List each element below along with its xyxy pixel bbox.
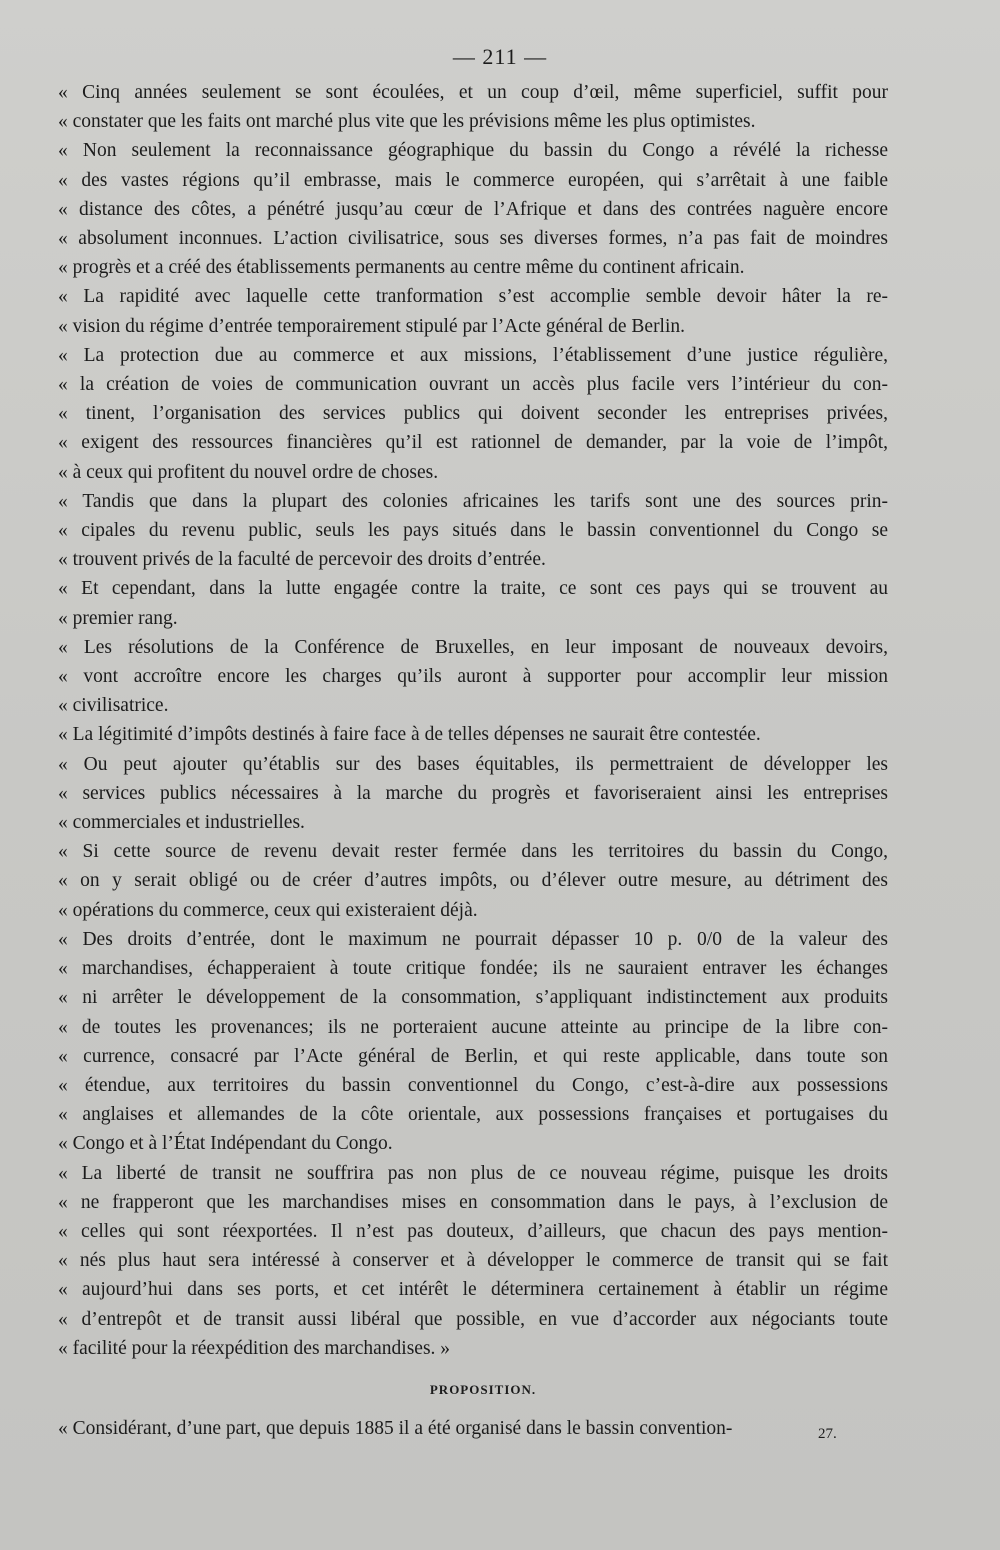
text-line: « Les résolutions de la Conférence de Bruxelles, en leur imposant de nouveaux devoirs,: [58, 636, 888, 658]
text-line: « commerciales et industrielles.: [58, 812, 305, 834]
paragraph: [58, 1414, 888, 1443]
text-line: « constater que les faits ont marché plus vite que les prévisions même les plus optimistes.: [58, 111, 756, 133]
text-line: « services publics nécessaires à la marche du progrès et favoriseraient ainsi les entreprises: [58, 782, 888, 804]
paragraph-list: [58, 78, 888, 1363]
text-line: « La liberté de transit ne souffrira pas non plus de ce nouveau régime, puisque les droits: [58, 1162, 888, 1184]
text-line: « Des droits d’entrée, dont le maximum ne pourrait dépasser 10 p. 0/0 de la valeur des: [58, 928, 888, 950]
text-line: « facilité pour la réexpédition des marchandises. »: [58, 1337, 451, 1359]
text-line: « Congo et à l’État Indépendant du Congo.: [58, 1133, 393, 1155]
text-line: « opérations du commerce, ceux qui existeraient déjà.: [58, 899, 478, 921]
text-line: « vision du régime d’entrée temporairement stipulé par l’Acte général de Berlin.: [58, 315, 686, 337]
text-line: « étendue, aux territoires du bassin conventionnel du Congo, c’est-à-dire aux possessions: [58, 1074, 888, 1096]
paragraph: [58, 282, 888, 340]
body-text: [58, 78, 888, 1443]
text-line: « des vastes régions qu’il embrasse, mais le commerce européen, qui s’arrêtait à une faible: [58, 169, 888, 191]
text-line: « anglaises et allemandes de la côte orientale, aux possessions françaises et portugaises du: [58, 1104, 888, 1126]
text-line: « distance des côtes, a pénétré jusqu’au cœur de l’Afrique et dans des contrées naguère encore: [58, 198, 888, 220]
text-line: « celles qui sont réexportées. Il n’est pas douteux, d’ailleurs, que chacun des pays mention-: [58, 1220, 888, 1242]
paragraph: [58, 1159, 888, 1363]
text-line: « La rapidité avec laquelle cette tranformation s’est accomplie semble devoir hâter la re-: [58, 286, 888, 308]
text-line: « d’entrepôt et de transit aussi libéral que possible, en vue d’accorder aux négociants toute: [58, 1308, 888, 1330]
text-line: « Ou peut ajouter qu’établis sur des bases équitables, ils permettraient de développer les: [58, 753, 888, 775]
text-line: « Cinq années seulement se sont écoulées, et un coup d’œil, même superficiel, suffit pour: [58, 82, 888, 103]
text-line: « La légitimité d’impôts destinés à faire face à de telles dépenses ne saurait être contestée.: [58, 724, 761, 746]
text-line: « Considérant, d’une part, que depuis 1885 il a été organisé dans le bassin convention-: [58, 1418, 733, 1440]
text-line: « cipales du revenu public, seuls les pays situés dans le bassin conventionnel du Congo se: [58, 520, 888, 542]
text-line: « nés plus haut sera intéressé à conserver et à développer le commerce de transit qui se fait: [58, 1250, 888, 1272]
paragraph: [58, 633, 888, 721]
text-line: « premier rang.: [58, 607, 178, 629]
text-line: « civilisatrice.: [58, 695, 169, 717]
text-line: « on y serait obligé ou de créer d’autres impôts, ou d’élever outre mesure, au détriment des: [58, 870, 888, 892]
paragraph: [58, 78, 888, 136]
text-line: « absolument inconnues. L’action civilisatrice, sous ses diverses formes, n’a pas fait de moindres: [58, 228, 888, 250]
text-line: « à ceux qui profitent du nouvel ordre de choses.: [58, 461, 439, 483]
text-line: « currence, consacré par l’Acte général de Berlin, et qui reste applicable, dans toute son: [58, 1045, 888, 1067]
text-line: « Tandis que dans la plupart des colonies africaines les tarifs sont une des sources prin-: [58, 490, 888, 512]
paragraph: [58, 750, 888, 838]
text-line: « vont accroître encore les charges qu’ils auront à supporter pour accomplir leur mission: [58, 666, 888, 688]
text-line: « la création de voies de communication ouvrant un accès plus facile vers l’intérieur du con-: [58, 374, 888, 396]
text-line: « La protection due au commerce et aux missions, l’établissement d’une justice régulière,: [58, 344, 888, 366]
paragraph: [58, 720, 888, 749]
paragraph: [58, 136, 888, 282]
signature-mark: 27.: [818, 1426, 837, 1442]
text-line: « progrès et a créé des établissements permanents au centre même du continent africain.: [58, 257, 745, 279]
text-line: « Non seulement la reconnaissance géographique du bassin du Congo a révélé la richesse: [58, 140, 888, 162]
text-line: « Si cette source de revenu devait rester fermée dans les territoires du bassin du Congo,: [58, 841, 888, 863]
text-line: « marchandises, échapperaient à toute critique fondée; ils ne sauraient entraver les échanges: [58, 958, 888, 980]
final-paragraph: [58, 1414, 888, 1443]
text-line: « de toutes les provenances; ils ne porteraient aucune atteinte au principe de la libre con-: [58, 1016, 888, 1038]
text-line: « exigent des ressources financières qu’il est rationnel de demander, par la voie de l’impôt,: [58, 432, 888, 454]
paragraph: [58, 925, 888, 1159]
section-heading: PROPOSITION.: [429, 1381, 537, 1397]
text-line: « trouvent privés de la faculté de percevoir des droits d’entrée.: [58, 549, 546, 571]
text-line: « ni arrêter le développement de la consommation, s’appliquant indistinctement aux produits: [58, 987, 888, 1009]
paragraph: [58, 837, 888, 925]
paragraph: [58, 574, 888, 632]
text-line: « ne frapperont que les marchandises mises en consommation dans le pays, à l’exclusion de: [58, 1191, 888, 1213]
page-number: — 211 —: [452, 44, 548, 69]
paragraph: [58, 341, 888, 487]
text-line: « Et cependant, dans la lutte engagée contre la traite, ce sont ces pays qui se trouvent au: [58, 578, 888, 600]
paragraph: [58, 487, 888, 575]
text-line: « tinent, l’organisation des services publics qui doivent seconder les entreprises privées,: [58, 403, 888, 425]
text-line: « aujourd’hui dans ses ports, et cet intérêt le déterminera certainement à établir un régime: [58, 1279, 888, 1301]
